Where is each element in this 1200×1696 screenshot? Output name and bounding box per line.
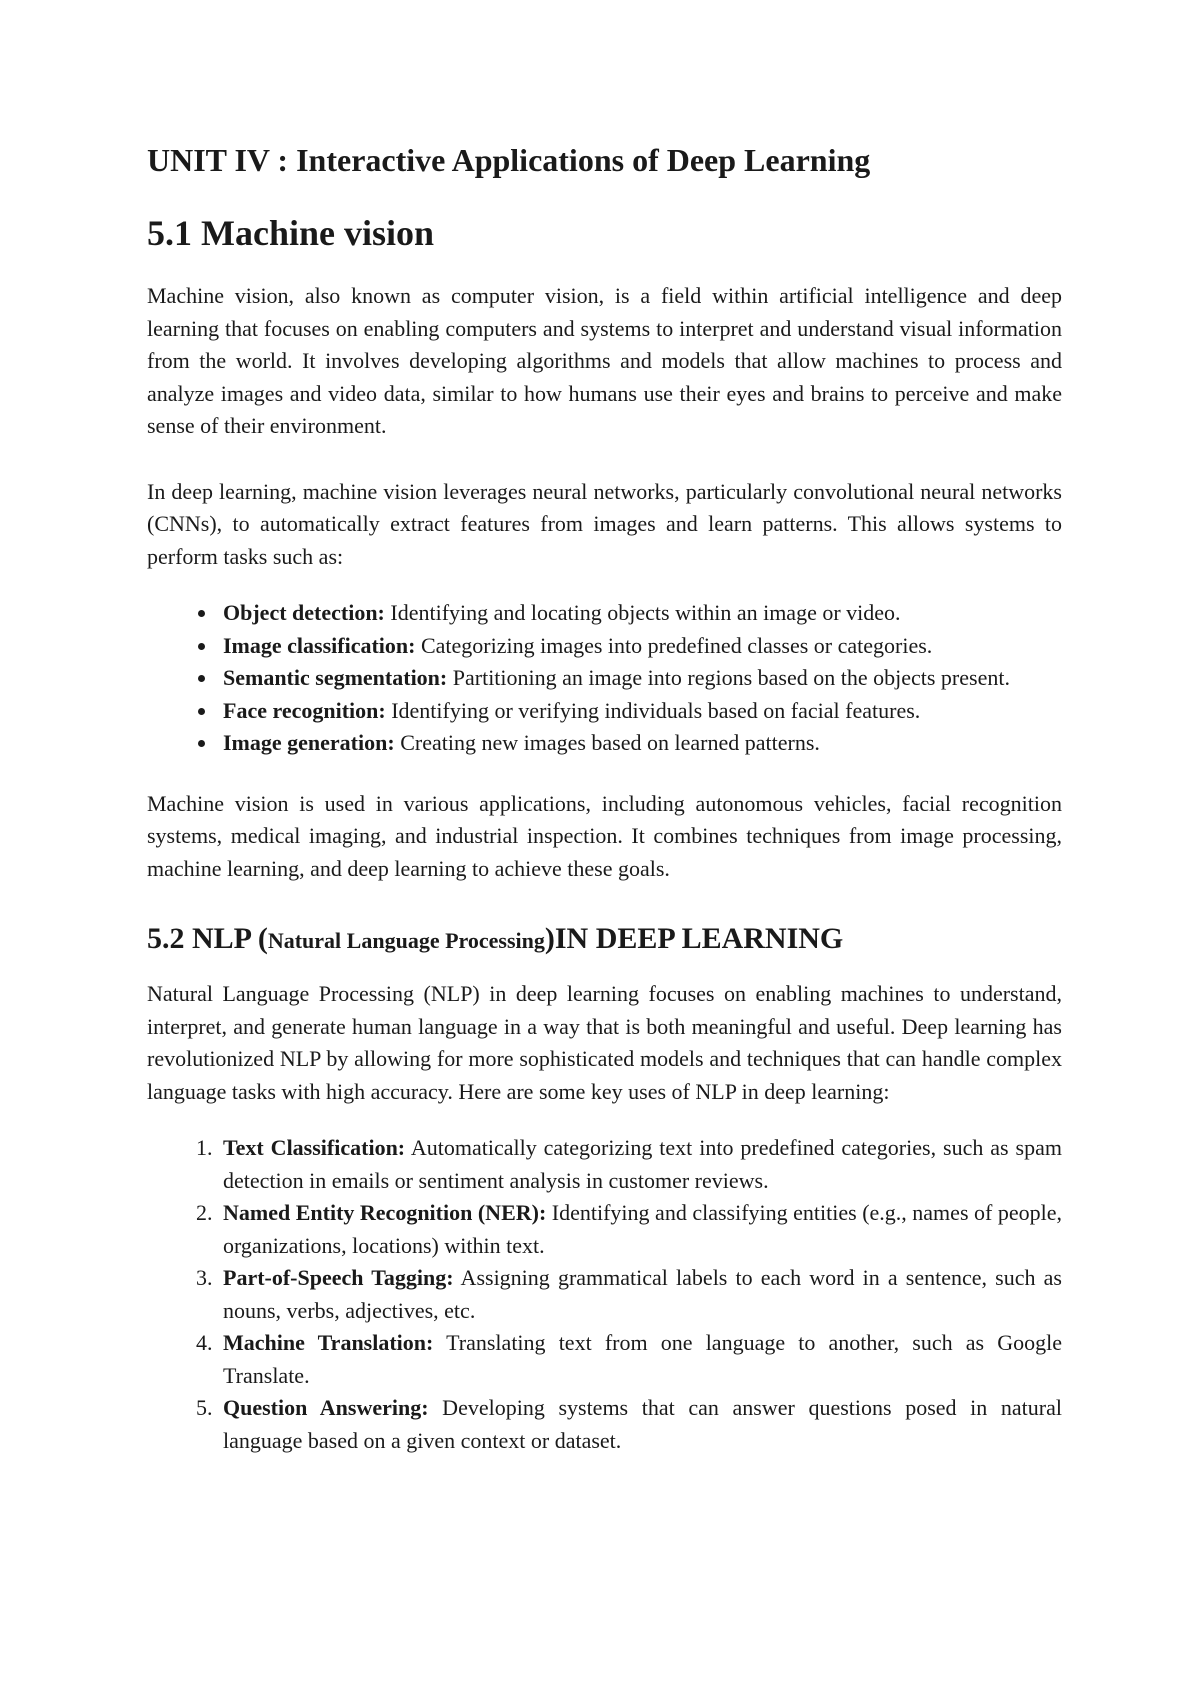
list-item-term: Image classification:	[223, 632, 416, 658]
list-item-text: Identifying and locating objects within an image or video.	[384, 600, 901, 626]
list-item	[218, 1132, 1062, 1197]
list-item-term: Named Entity Recognition (NER):	[223, 1200, 547, 1226]
list-item	[218, 630, 1062, 663]
list-item-term: Part-of-Speech Tagging:	[223, 1265, 454, 1291]
list-item-term: Object detection:	[223, 600, 385, 626]
list-item	[218, 1327, 1062, 1392]
list-item-term: Machine Translation:	[223, 1330, 434, 1356]
list-item	[218, 1392, 1062, 1457]
list-item	[218, 695, 1062, 728]
paragraph-machine-vision-intro: Machine vision, also known as computer vision, is a field within artificial intelligence and deep learning that focuses on enabling computers and systems to interpret and understand visual information from the world. It involves developing algorithms and models that allow machines to process and analyze images and video data, similar to how humans use their eyes and brains to perceive and make sense of their environment.	[147, 283, 1062, 439]
list-item	[218, 1262, 1062, 1327]
list-item-term: Text Classification:	[223, 1135, 406, 1161]
list-item-text: Creating new images based on learned patterns.	[394, 730, 820, 756]
list-item-text: Categorizing images into predefined classes or categories.	[415, 632, 933, 658]
list-item-term: Image generation:	[223, 730, 395, 756]
machine-vision-tasks-list	[147, 597, 1062, 760]
list-item	[218, 662, 1062, 695]
section-title-nlp-a: 5.2 NLP (	[147, 922, 268, 956]
unit-prefix: UNIT IV :	[147, 142, 289, 178]
list-item-text: Assigning grammatical labels to each word in a sentence, such as nouns, verbs, adjectives, etc.	[223, 1265, 1062, 1323]
list-item-text: Automatically categorizing text into predefined categories, such as spam detection in emails or sentiment analysis in customer reviews.	[223, 1135, 1062, 1193]
list-item	[218, 1197, 1062, 1262]
list-item-term: Semantic segmentation:	[223, 665, 448, 691]
list-item-term: Question Answering:	[223, 1395, 429, 1421]
section-title-nlp-c: )IN DEEP LEARNING	[544, 922, 844, 956]
paragraph-machine-vision-applications: Machine vision is used in various applications, including autonomous vehicles, facial recognition systems, medical imaging, and industrial inspection. It combines techniques from image processing, machine learning, and deep learning to achieve these goals.	[147, 790, 1062, 881]
list-item-text: Developing systems that can answer questions posed in natural language based on a given context or dataset.	[223, 1395, 1062, 1453]
unit-title-text: Interactive Applications of Deep Learning	[296, 142, 871, 178]
section-title-nlp	[147, 919, 1062, 958]
nlp-uses-list	[147, 1132, 1062, 1457]
list-item-text: Translating text from one language to another, such as Google Translate.	[223, 1330, 1062, 1388]
list-item-text: Partitioning an image into regions based on the objects present.	[447, 665, 1010, 691]
paragraph-nlp-intro: Natural Language Processing (NLP) in deep learning focuses on enabling machines to understand, interpret, and generate human language in a way that is both meaningful and useful. Deep learning has revolutionized NLP by allowing for more sophisticated models and techniques that can handle complex language tasks with high accuracy. Here are some key uses of NLP in deep learning:	[147, 981, 1062, 1104]
list-item-text: Identifying or verifying individuals based on facial features.	[385, 697, 921, 723]
list-item-text: Identifying and classifying entities (e.g., names of people, organizations, locations) within text.	[223, 1200, 1062, 1258]
list-item-term: Face recognition:	[223, 697, 386, 723]
list-item	[218, 727, 1062, 760]
section-title-nlp-b: Natural Language Processing	[267, 928, 545, 954]
list-item	[218, 597, 1062, 630]
document-page	[147, 140, 1062, 1457]
section-title-machine-vision: 5.1 Machine vision	[147, 212, 435, 253]
paragraph-machine-vision-cnn: In deep learning, machine vision leverages neural networks, particularly convolutional neural networks (CNNs), to automatically extract features from images and learn patterns. This allows systems to perform tasks such as:	[147, 478, 1062, 569]
unit-title	[147, 140, 1062, 182]
